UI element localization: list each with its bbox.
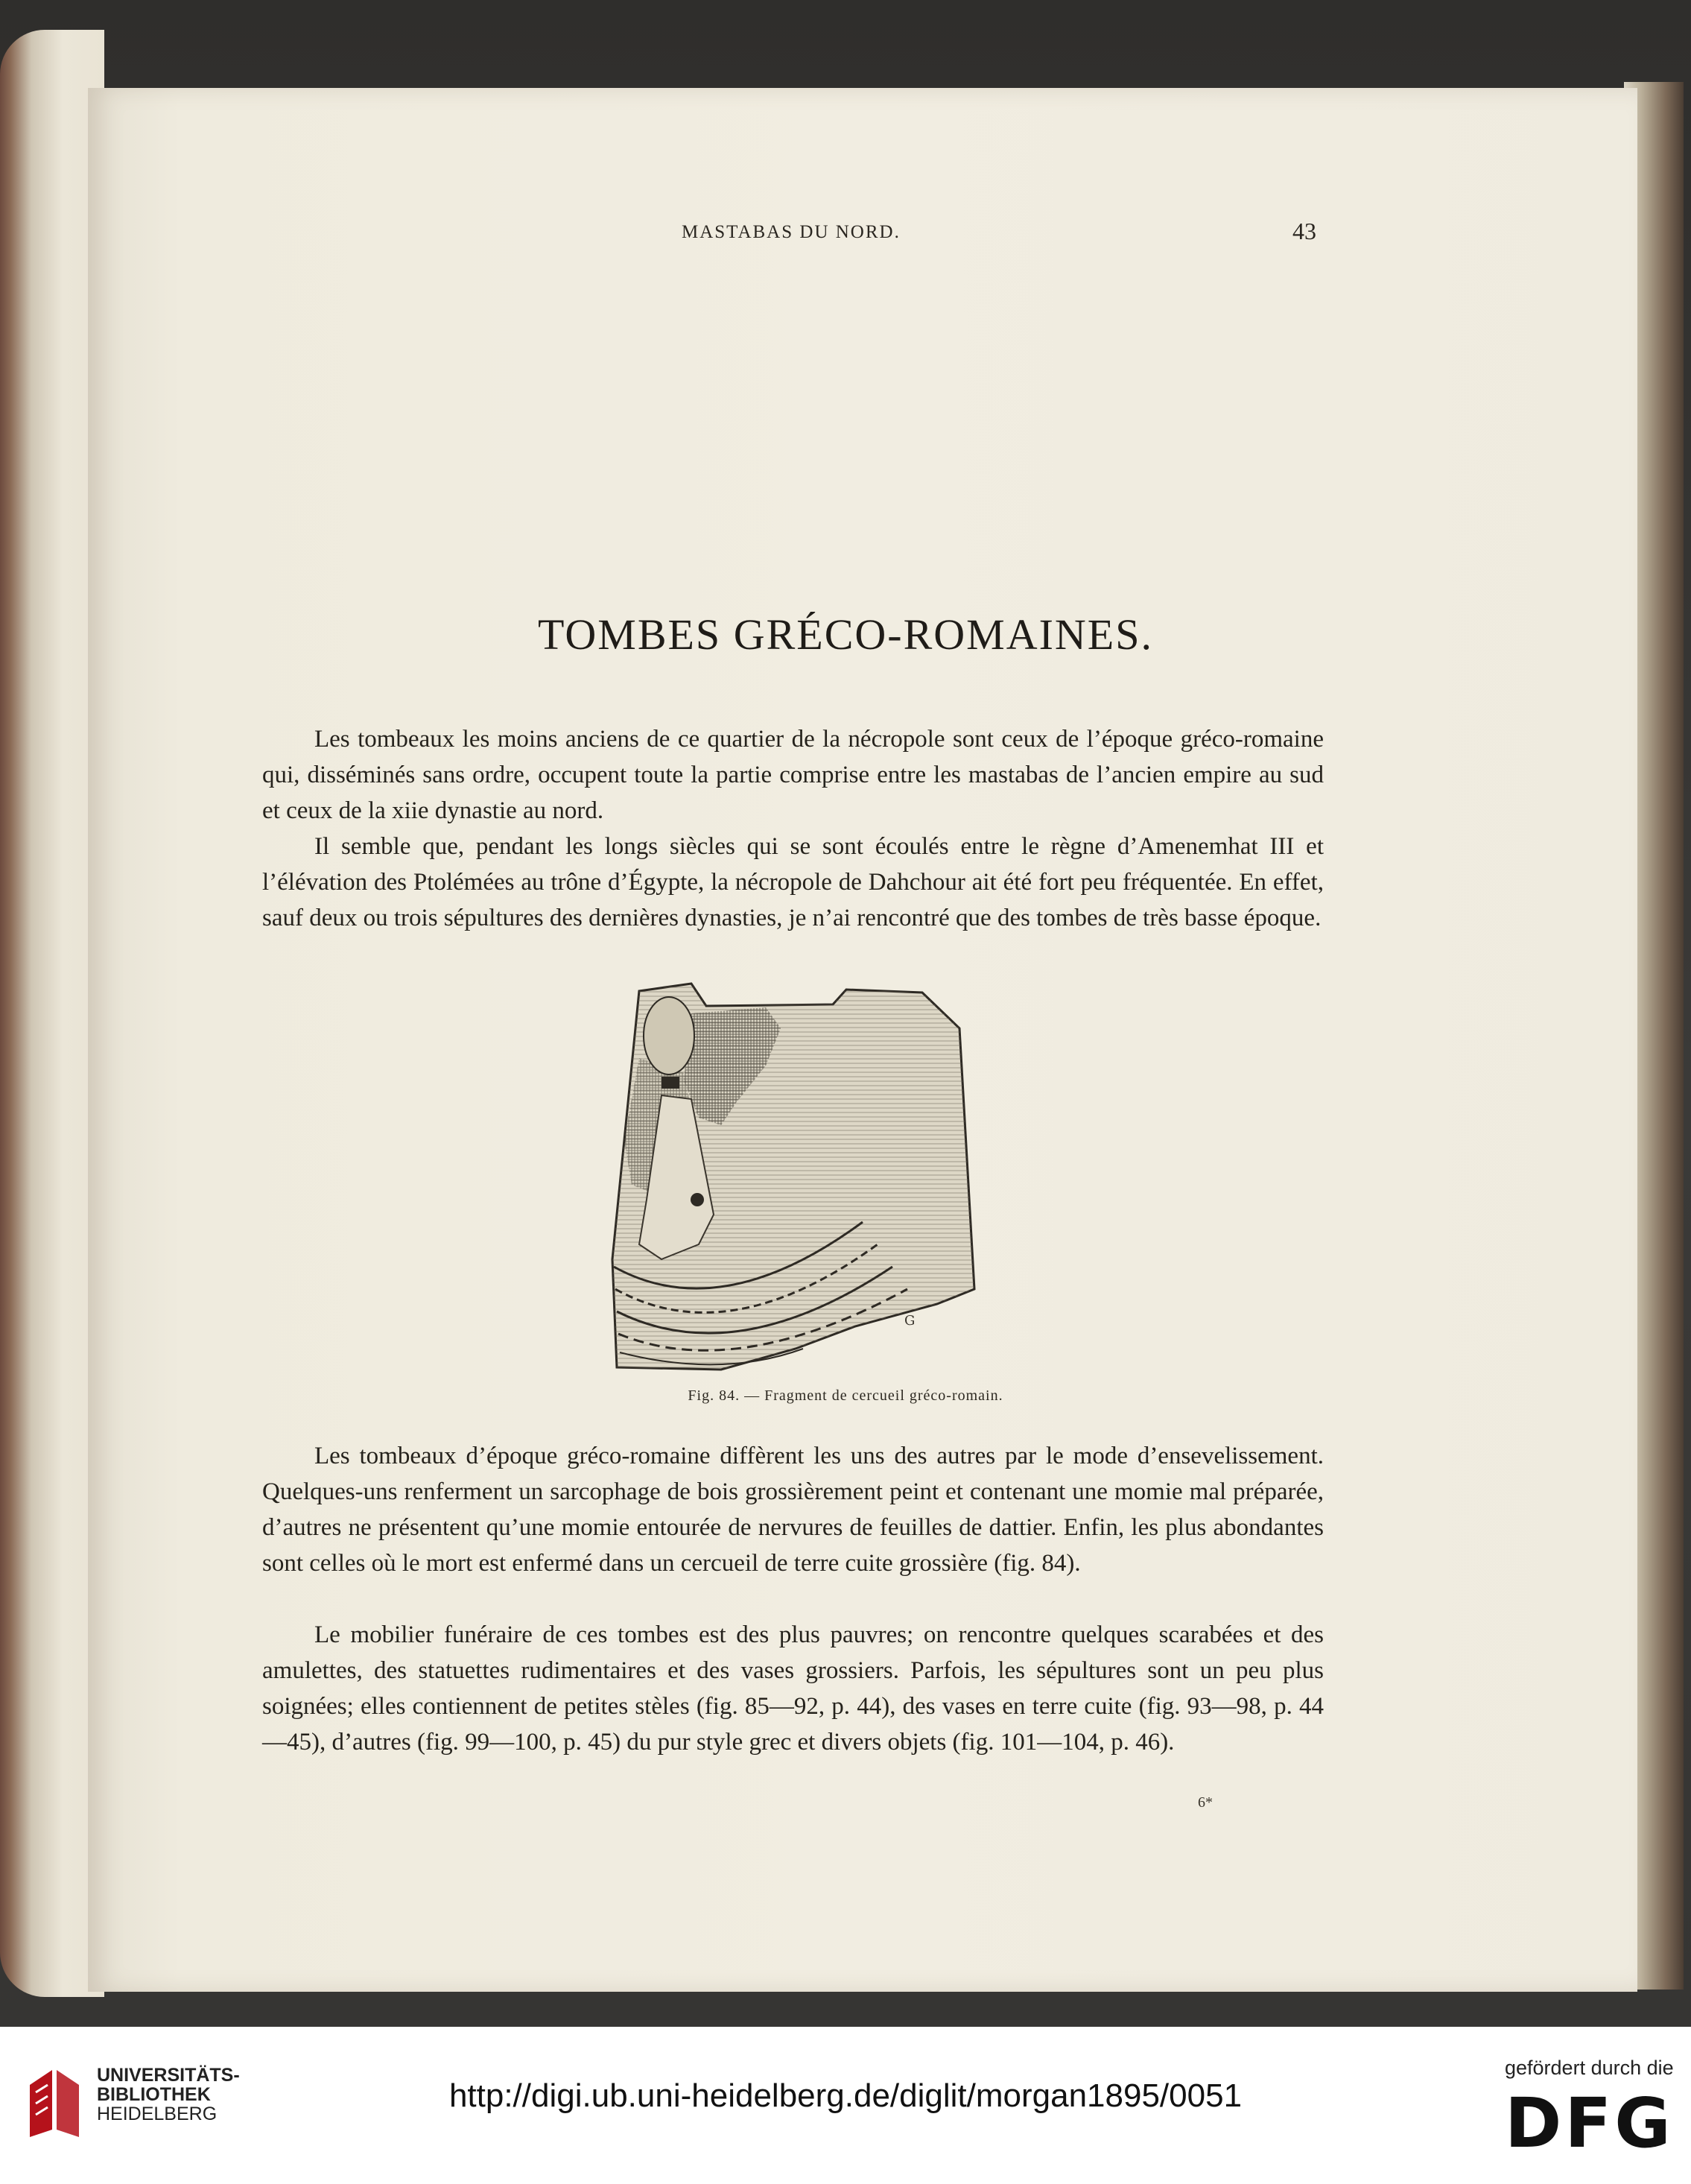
paragraph-1: Les tombeaux les moins anciens de ce quartier de la nécropole sont ceux de l’époque gréco-romaine qui, disséminés sans ordre, occupent toute la partie comprise entre les mastabas de l’ancien empire au sud et ceux de la xiie dynastie au nord. [262,726,1324,824]
coffin-fragment-illustration [609,976,997,1379]
figure-caption: Fig. 84. — Fragment de cercueil gréco-romain. [688,1387,1003,1404]
library-line-3: HEIDELBERG [97,2104,218,2124]
library-line-1: UNIVERSITÄTS- [97,2065,240,2086]
section-title: TOMBES GRÉCO-ROMAINES. [537,610,1153,659]
coffin-fragment-drawing [609,976,997,1379]
page-number: 43 [1292,218,1316,244]
paragraph-4: Le mobilier funéraire de ces tombes est des plus pauvres; on rencontre quelques scarabées et des amulettes, des statuettes rudimentaires et des vases grossiers. Parfois, les sépultures sont un peu plus soignées; elles contiennent de petites stèles (fig. 85—92, p. 44), des vases en terre cuite (fig. 93—98, p. 44—45), d’autres (fig. 99—100, p. 45) du pur style grec et divers objets (fig. 101—104, p. 46). [262,1621,1324,1756]
signature-mark: 6* [1198,1794,1213,1811]
paragraph-2: Il semble que, pendant les longs siècles qui se sont écoulés entre le règne d’Amenemhat III et l’élévation des Ptolémées au trône d’Égypte, la nécropole de Dahchour ait été fort peu fréquentée. En effet, sauf deux ou trois sépultures des dernières dynasties, je n’ai rencontré que des tombes de très basse époque. [262,833,1324,931]
source-url-link[interactable]: http://digi.ub.uni-heidelberg.de/diglit/morgan1895/0051 [448,2077,1243,2114]
footer-bar [0,2027,1691,2184]
illustrator-signature: G [904,1313,916,1329]
running-head: MASTABAS DU NORD. [682,222,901,242]
paragraph-3: Les tombeaux d’époque gréco-romaine diffèrent les uns des autres par le mode d’ensevelissement. Quelques-uns renferment un sarcophage de bois grossièrement peint et contenant une momie mal préparée, d’autres ne présentent qu’une momie entourée de nervures de feuilles de dattier. Enfin, les plus abondantes sont celles où le mort est enfermé dans un cercueil de terre cuite grossière (fig. 84). [262,1443,1324,1577]
library-line-2: BIBLIOTHEK [97,2084,211,2105]
funding-text: gefördert durch die [1505,2057,1674,2079]
dfg-logo: DFG [1505,2083,1674,2163]
